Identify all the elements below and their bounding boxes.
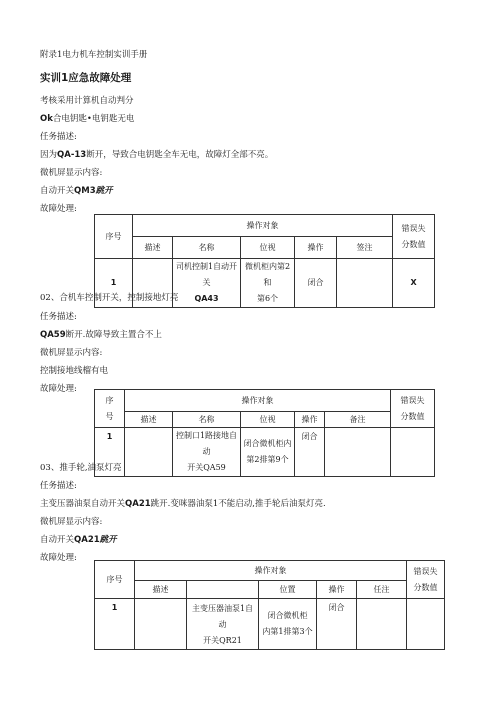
row-name-2: 开关QA59 [187, 463, 226, 472]
table-header-op: 操作 [317, 581, 357, 599]
table-header-desc: 描述 [133, 237, 173, 259]
row-desc [125, 428, 173, 477]
table-header-name [187, 581, 259, 599]
row-desc [135, 599, 187, 650]
table-row [95, 599, 445, 650]
task01-handling-label: 故障处理: [40, 204, 77, 214]
row-note [357, 599, 407, 650]
row-op: 闭合 [295, 259, 337, 308]
row-seq: 1 [95, 428, 125, 477]
table-header-err-2: 分数值 [413, 582, 438, 592]
row-seq: 1 [95, 599, 135, 650]
table-header-pos: 位置 [259, 581, 317, 599]
table-header-seq-2: 号 [105, 411, 114, 421]
row-name-2: QA43 [194, 294, 219, 303]
row-name-2: 开关QR21 [203, 636, 242, 645]
row-name [173, 428, 241, 477]
assessment-note: 考核采用计算机自动判分 [40, 96, 134, 106]
row-score [407, 599, 445, 650]
row-op: 闭合 [295, 428, 325, 477]
task01-title-prefix: Ok [40, 114, 53, 124]
table-header-err-2: 分数值 [401, 239, 426, 249]
table-header-pos: 位视 [241, 412, 295, 428]
row-op: 闭合 [317, 599, 357, 650]
task01-screen [40, 185, 113, 197]
task02-desc-code: QA59 [40, 330, 66, 340]
task01-screen-code: QM3 [74, 186, 96, 196]
table-header-note: 备注 [325, 412, 391, 428]
table-header-err-1: 错误失 [413, 566, 438, 576]
task03-desc-code: QA21 [125, 499, 151, 509]
task01-screen-pre: 自动开关 [40, 186, 75, 196]
row-pos-1: 微机柜内第2和 [244, 262, 291, 287]
table-row [95, 428, 435, 477]
row-note [337, 259, 393, 308]
task03-screen-pre: 自动开关 [40, 535, 75, 545]
table-header-err-2: 分数值 [400, 411, 425, 421]
task02-desc-label: 任务描述: [40, 312, 77, 322]
table-header-err-1: 错误失 [401, 223, 426, 233]
row-pos-1: 闭合微机柜内 [243, 439, 292, 448]
table-header-op: 操作 [295, 237, 337, 259]
task03-desc-pre: 主变压器油泵自动开关 [40, 499, 126, 509]
task02-screen-label: 微机屏显示内容: [40, 348, 103, 358]
table-header-ops: 操作对象 [135, 561, 407, 581]
row-pos [259, 599, 317, 650]
row-name [173, 259, 241, 308]
task01-desc-label: 任务描述: [40, 132, 77, 142]
row-score [391, 428, 435, 477]
row-name-1: 主变压器油泵1自动 [191, 604, 254, 629]
task03-handling-label: 故障处理: [40, 553, 77, 563]
task03-screen-code: QA21 [74, 535, 100, 545]
table-header-name: 名称 [173, 237, 241, 259]
row-score: X [393, 259, 435, 308]
row-name-1: 控制口1路接地自动 [175, 431, 238, 456]
task01-desc [40, 149, 273, 161]
task03-desc-label: 任务描述: [40, 481, 77, 491]
task01-title [40, 113, 134, 125]
task02-desc [40, 329, 162, 341]
task03-desc [40, 498, 326, 510]
task02-screen: 控制接地线榴有电 [40, 366, 109, 376]
table-header-err-1: 错误失 [400, 395, 425, 405]
row-pos-2: 第2排第9个 [246, 455, 289, 464]
row-pos [241, 259, 295, 308]
row-seq: 1 [95, 259, 133, 308]
task01-desc-code: QA-13 [57, 150, 87, 160]
task03-title: 03、推手轮,油泵灯亮 [40, 463, 122, 473]
table-header-seq: 序号 [95, 215, 133, 259]
table-header-seq: 序号 [95, 561, 135, 599]
table-header-ops: 操作对象 [125, 390, 391, 412]
row-name [187, 599, 259, 650]
row-pos-2: 内第1排第3个 [262, 627, 313, 636]
row-pos-1: 闭合微机柜 [267, 611, 308, 620]
task01-screen-label: 微机屏显示内容: [40, 168, 103, 178]
task03-screen-post: 跳开 [99, 535, 117, 545]
table-header-err [407, 561, 445, 599]
task02-table [94, 389, 435, 477]
row-name-1: 司机控制1自动开关 [175, 262, 238, 287]
table-header-err [393, 215, 435, 259]
table-header-name: 名称 [173, 412, 241, 428]
task01-title-text: 合电钥匙•电钥匙无电 [52, 114, 135, 124]
table-header-seq [95, 390, 125, 428]
table-header-desc: 描述 [125, 412, 173, 428]
task02-title: 02、合机车控制开关，控制接地灯亮 [40, 293, 179, 303]
task03-screen-label: 微机屏显示内容: [40, 517, 103, 527]
task01-desc-pre: 因为 [40, 150, 58, 160]
task03-screen [40, 534, 117, 546]
task01-screen-post: 跳开 [95, 186, 113, 196]
table-header-seq-1: 序 [105, 395, 114, 405]
table-header-note: 任注 [357, 581, 407, 599]
appendix-title: 附录1电力机车控制实训手册 [40, 50, 148, 60]
table-header-pos: 位视 [241, 237, 295, 259]
task02-desc-post: 断开.故障导致主置合不上 [65, 330, 162, 340]
section-title: 实训1应急故障处理 [40, 72, 132, 84]
table-header-ops: 操作对象 [133, 215, 393, 237]
row-note [325, 428, 391, 477]
row-pos [241, 428, 295, 477]
task02-handling-label: 故障处理: [40, 384, 77, 394]
table-header-op: 操作 [295, 412, 325, 428]
task03-table [94, 560, 445, 650]
task03-desc-post: 跳开.变咪器油泵1不能启动,推手轮后油泵灯亮. [150, 499, 326, 509]
table-header-note: 签注 [337, 237, 393, 259]
table-header-desc: 描述 [135, 581, 187, 599]
task01-desc-post: 断开，导致合电钥匙全车无电，故障灯全部不亮。 [86, 150, 274, 160]
table-header-err [391, 390, 435, 428]
row-pos-2: 第6个 [256, 294, 279, 303]
